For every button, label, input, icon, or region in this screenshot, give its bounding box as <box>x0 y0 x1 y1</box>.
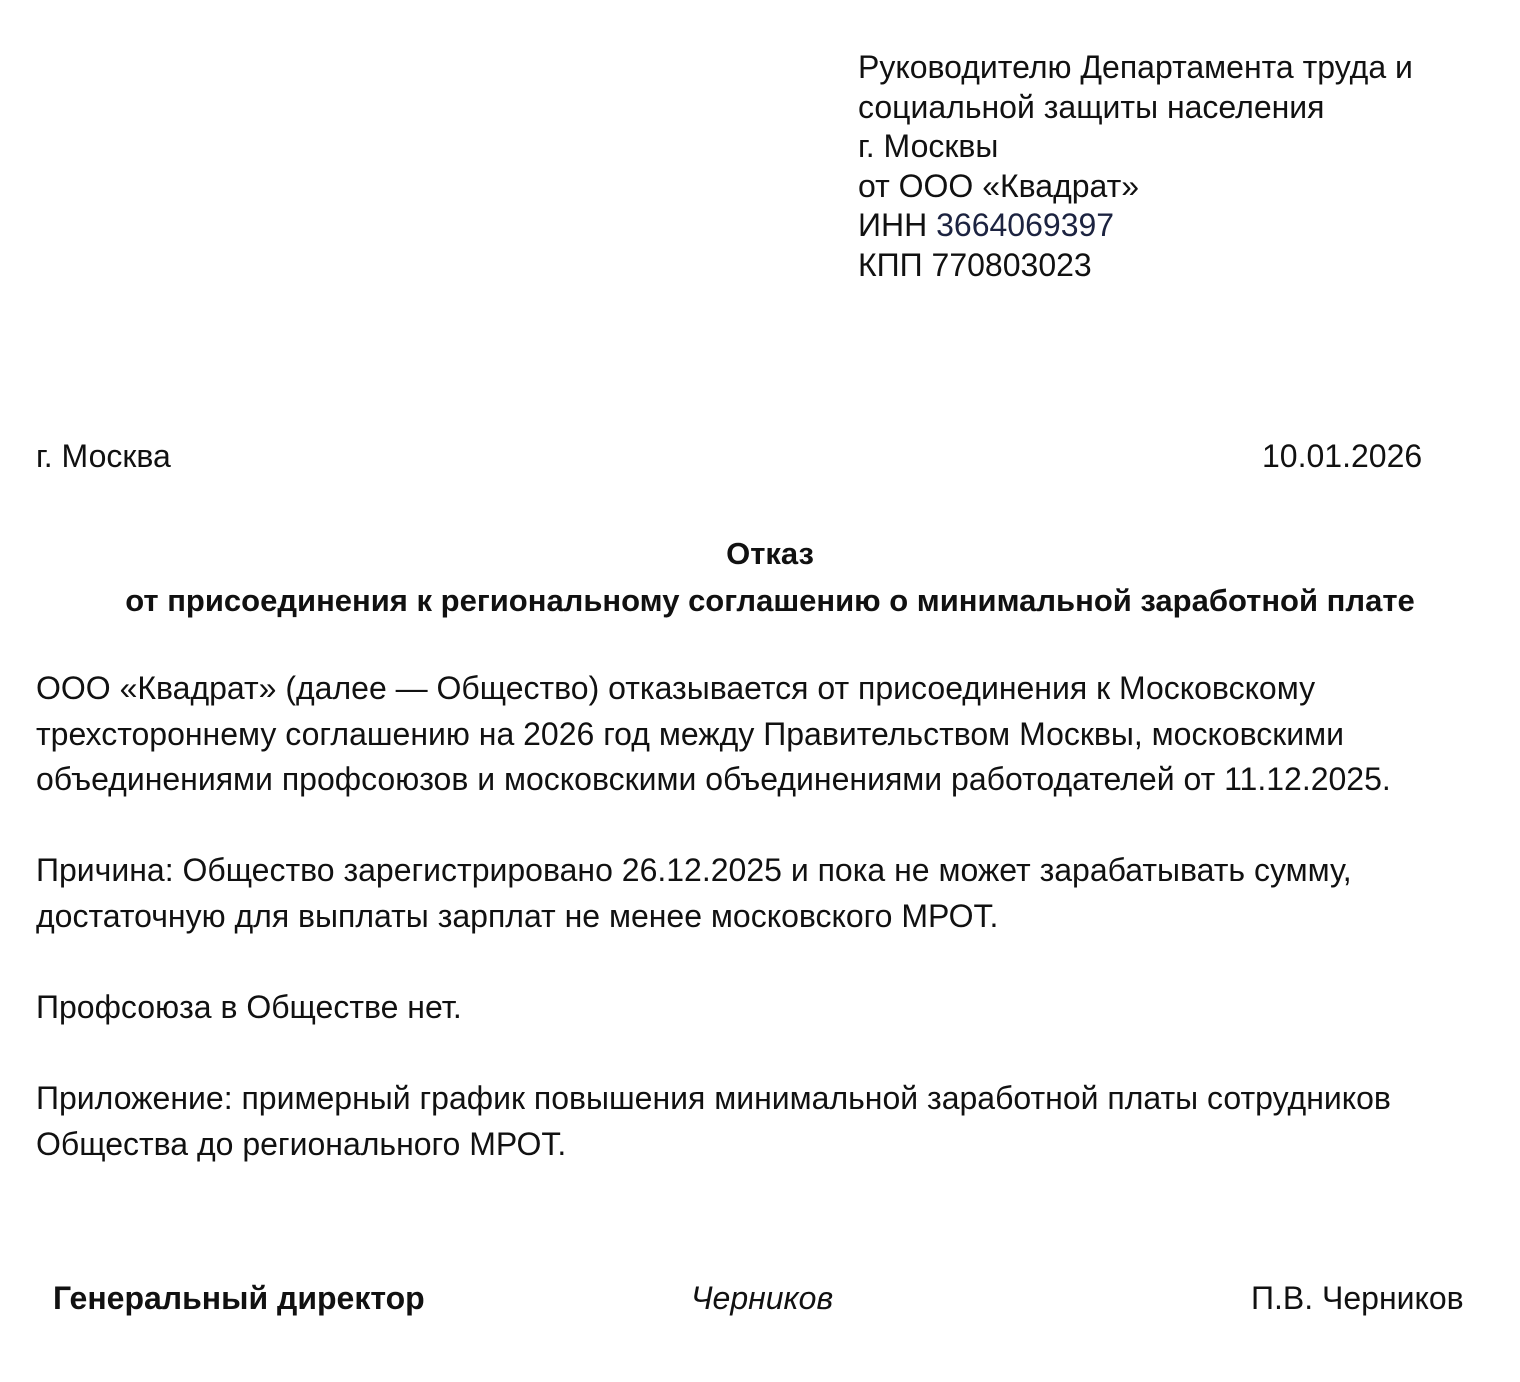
paragraph-attachment <box>36 1076 1391 1167</box>
subtitle-line: от присоединения к региональному соглашению о минимальной заработной плате <box>125 583 1415 618</box>
signatory-name: П.В. Черников <box>1251 1280 1464 1316</box>
kpp-line: КПП 770803023 <box>858 246 1092 283</box>
inn-number: 3664069397 <box>936 207 1115 243</box>
handwritten-signature: Черников <box>691 1280 834 1316</box>
addressee-line: социальной защиты населения <box>858 88 1325 125</box>
inn-line <box>858 206 1413 246</box>
document-title <box>0 530 1520 624</box>
paragraph-line: Общества до регионального МРОТ. <box>36 1125 567 1162</box>
paragraph-reason <box>36 848 1352 939</box>
paragraph-line: трехстороннему соглашению на 2026 год между Правительством Москвы, московскими <box>36 715 1344 752</box>
paragraph-line: объединениями профсоюзов и московскими объединениями работодателей от 11.12.2025. <box>36 761 1391 797</box>
paragraph-refusal <box>36 666 1391 803</box>
document-place: г. Москва <box>36 438 171 474</box>
paragraph-union <box>36 985 462 1031</box>
paragraph-line: достаточную для выплаты зарплат не менее московского МРОТ. <box>36 897 999 934</box>
addressee-line: Руководителю Департамента труда и <box>858 49 1413 85</box>
sender-line: от ООО «Квадрат» <box>858 167 1140 204</box>
inn-label: ИНН <box>858 207 937 243</box>
addressee-line: г. Москвы <box>858 128 999 164</box>
paragraph-line: ООО «Квадрат» (далее — Общество) отказывается от присоединения к Московскому <box>36 670 1316 706</box>
signatory-position: Генеральный директор <box>53 1280 425 1316</box>
paragraph-line: Профсоюза в Обществе нет. <box>36 989 462 1025</box>
paragraph-line: Причина: Общество зарегистрировано 26.12.2025 и пока не может зарабатывать сумму, <box>36 852 1352 888</box>
addressee-block <box>858 48 1413 285</box>
document-date: 10.01.2026 <box>1262 438 1423 474</box>
paragraph-line: Приложение: примерный график повышения минимальной заработной платы сотрудников <box>36 1080 1391 1116</box>
title-line: Отказ <box>726 536 814 571</box>
